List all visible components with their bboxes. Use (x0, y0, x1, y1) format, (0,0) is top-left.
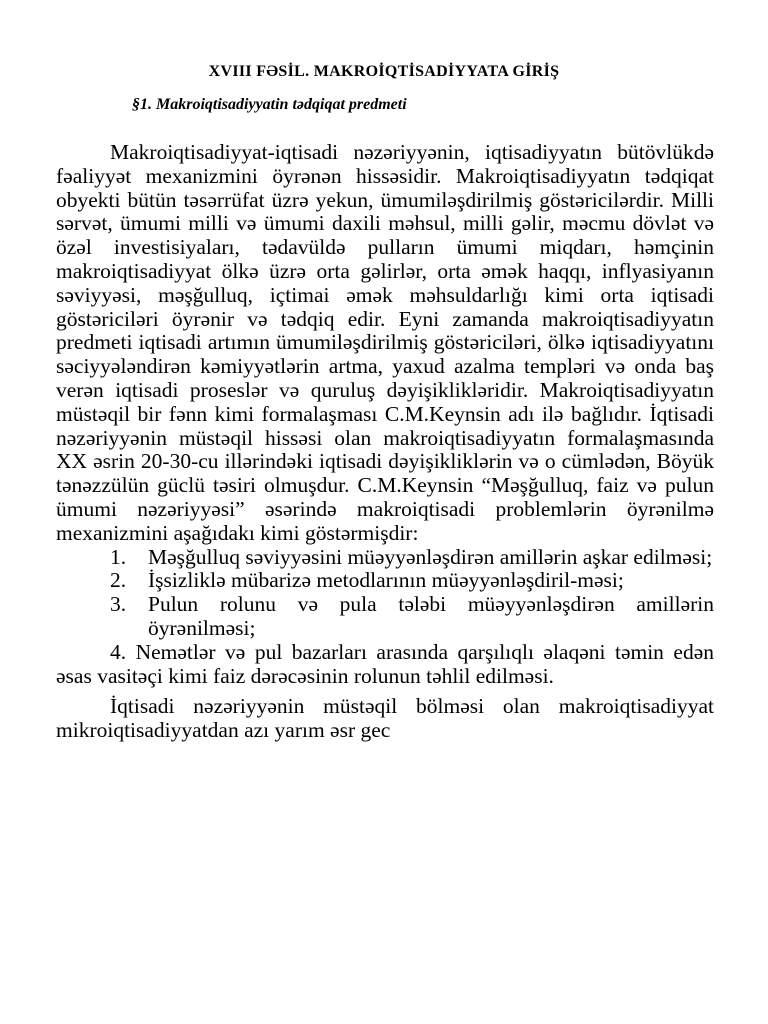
list-item-1 (56, 546, 714, 570)
list-item-2 (56, 569, 714, 593)
list-item-number: 3. (110, 592, 127, 617)
list-item-4: 4. Nemətlər və pul bazarları arasında qarşılıqlı əlaqəni təmin edən əsas vasitəçi kimi faiz dərəcəsinin rolunun təhlil edilməsi. (56, 639, 714, 688)
list-item-number: 2. (110, 568, 127, 593)
chapter-title: XVIII FƏSİL. MAKROİQTİSADİYYATA GİRİŞ (208, 63, 560, 80)
paragraph-closing: İqtisadi nəzəriyyənin müstəqil bölməsi olan makroiqtisadiyyat mikroiqtisadiyyatdan azı yarım əsr gec (56, 694, 714, 743)
list-item-number: 1. (110, 544, 127, 569)
body-text (56, 141, 714, 743)
paragraph-intro: Makroiqtisadiyyat-iqtisadi nəzəriyyənin, iqtisadiyyatın bütövlükdə fəaliyyət mexanizmini öyrənən hissəsidir. Makroiqtisadiyyatın tədqiqat obyekti bütün təsərrüfat üzrə yekun, ümumiləşdirilmiş göstəricilərdir. Milli sərvət, ümumi milli və ümumi daxili məhsul, milli gəlir, məcmu dövlət və özəl investisiyaları, tədavüldə pulların ümumi miqdarı, həmçinin makroiqtisadiyyat ölkə üzrə orta gəlirlər, orta əmək haqqı, inflyasiyanın səviyyəsi, məşğulluq, içtimai əmək məhsuldarlığı kimi orta iqtisadi göstəriciləri öyrənir və tədqiq edir. Eyni zamanda makroiqtisadiyyatın predmeti iqtisadi artımın ümumiləşdirilmiş göstəriciləri, ölkə iqtisadiyyatını səciyyələndirən kəmiyyətlərin artma, yaxud azalma templəri və onda baş verən iqtisadi proseslər və quruluş dəyişiklikləridir. Makroiqtisadiyyatın müstəqil bir fənn kimi formalaşması C.M.Keynsin adı ilə bağlıdır. İqtisadi nəzəriyyənin müstəqil hissəsi olan makroiqtisadiyyatın formalaşmasında XX əsrin 20-30-cu illərindəki iqtisadi dəyişikliklərin və o cümlədən, Böyük tənəzzülün güclü təsiri olmuşdur. C.M.Keynsin “Məşğulluq, faiz və pulun ümumi nəzəriyyəsi” əsərində makroiqtisadi problemlərin öyrənilmə mexanizmini aşağıdakı kimi göstərmişdir: (56, 140, 714, 545)
list-item-text: İşsizliklə mübarizə metodlarının müəyyənləşdiril-məsi; (148, 568, 624, 593)
list-item-text: Pulun rolunu və pula tələbi müəyyənləşdirən amillərin öyrənilməsi; (148, 592, 714, 640)
list-item-3 (56, 593, 714, 641)
section-title: §1. Makroiqtisadiyyatin tədqiqat predmeti (132, 96, 407, 113)
list-item-text: Məşğulluq səviyyəsini müəyyənləşdirən amillərin aşkar edilməsi; (148, 544, 713, 569)
